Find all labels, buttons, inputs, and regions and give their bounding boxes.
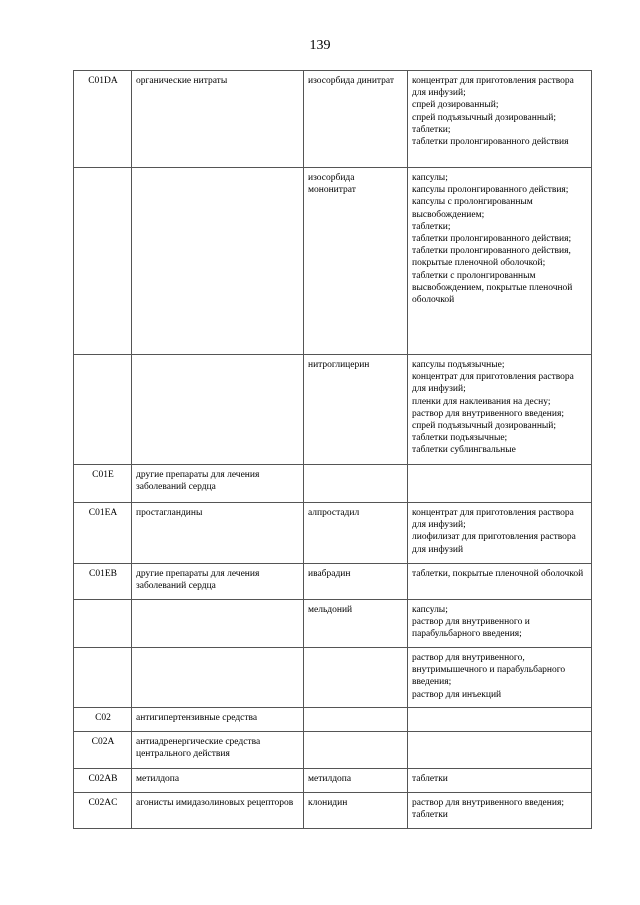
dosage-form: капсулы пролонгированного действия; [412,185,569,196]
group-name-cell: агонисты имидазолиновых рецепторов [132,793,304,829]
dosage-form: раствор для инъекций [412,689,502,700]
dosage-form: раствор для внутривенного и парабульбарного введения; [412,617,530,640]
group-name-cell [132,355,304,465]
drug-table [73,70,592,829]
group-name-cell: метилдопа [132,769,304,793]
atc-code-cell [74,168,132,355]
dosage-form: лиофилизат для приготовления раствора для инфузий [412,532,576,555]
dosage-forms-cell [408,168,592,355]
atc-code-cell: C02AC [74,793,132,829]
dosage-form: капсулы; [412,605,448,615]
dosage-form: таблетки пролонгированного действия [412,137,569,148]
drug-name-cell: мельдоний [304,600,408,648]
dosage-form: раствор для внутривенного, внутримышечного и парабульбарного введения; [412,653,566,688]
dosage-form: концентрат для приготовления раствора для инфузий; [412,372,574,395]
group-name-cell [132,168,304,355]
atc-code-cell: C01EB [74,564,132,600]
table-row [74,732,592,769]
table-row [74,600,592,648]
drug-name-cell: метилдопа [304,769,408,793]
atc-code-cell: C02 [74,708,132,732]
dosage-form: таблетки с пролонгированным высвобождением, покрытые пленочной оболочкой [412,270,573,306]
group-name-cell: антигипертензивные средства [132,708,304,732]
dosage-form: капсулы; [412,173,448,183]
drug-name-cell: изосорбида динитрат [304,71,408,168]
drug-name-cell: алпростадил [304,503,408,564]
table-row [74,564,592,600]
group-name-cell: антиадренергические средства центрального действия [132,732,304,769]
dosage-form: концентрат для приготовления раствора для инфузий; [412,508,574,531]
page-number: 139 [309,38,331,53]
dosage-form: таблетки [412,810,448,821]
atc-code-cell [74,600,132,648]
group-name-cell: органические нитраты [132,71,304,168]
table-row [74,71,592,168]
table-row [74,708,592,732]
drug-name-cell: ивабрадин [304,564,408,600]
atc-code-cell: C01EA [74,503,132,564]
atc-code-cell [74,355,132,465]
dosage-forms-cell [408,769,592,793]
dosage-form: спрей дозированный; [412,100,499,111]
dosage-form: раствор для внутривенного введения; [412,408,564,419]
drug-name-cell: клонидин [304,793,408,829]
dosage-form: капсулы подъязычные; [412,360,505,370]
dosage-forms-cell [408,793,592,829]
table-row [74,793,592,829]
dosage-forms-cell [408,732,592,769]
drug-name-cell: нитроглицерин [304,355,408,465]
dosage-forms-cell [408,708,592,732]
dosage-forms-cell [408,564,592,600]
table-row [74,168,592,355]
group-name-cell: другие препараты для лечения заболеваний сердца [132,564,304,600]
dosage-form: таблетки подъязычные; [412,433,508,444]
drug-name-cell [304,465,408,503]
atc-code-cell: C02AB [74,769,132,793]
dosage-form: таблетки пролонгированного действия, покрытые пленочной оболочкой; [412,246,571,269]
group-name-cell: другие препараты для лечения заболеваний сердца [132,465,304,503]
dosage-forms-cell [408,503,592,564]
table-row [74,503,592,564]
group-name-cell [132,648,304,708]
table-row [74,355,592,465]
dosage-form: пленки для наклеивания на десну; [412,396,551,407]
dosage-form: таблетки, покрытые пленочной оболочкой [412,569,584,579]
dosage-form: таблетки [412,774,448,784]
dosage-forms-cell [408,355,592,465]
dosage-forms-cell [408,648,592,708]
atc-code-cell: C02A [74,732,132,769]
dosage-form: спрей подъязычный дозированный; [412,421,557,432]
dosage-forms-cell [408,71,592,168]
dosage-form: таблетки пролонгированного действия; [412,234,572,245]
table-row [74,769,592,793]
drug-name-cell [304,732,408,769]
table-row [74,648,592,708]
dosage-form: концентрат для приготовления раствора для инфузий; [412,76,574,99]
dosage-form: таблетки; [412,124,451,135]
dosage-form: капсулы с пролонгированным высвобождением; [412,197,533,220]
table-row [74,465,592,503]
dosage-forms-cell [408,465,592,503]
dosage-form: раствор для внутривенного введения; [412,798,564,808]
drug-name-cell [304,708,408,732]
drug-name-cell: изосорбида мононитрат [304,168,408,355]
dosage-form: таблетки; [412,221,451,232]
dosage-form: спрей подъязычный дозированный; [412,112,557,123]
atc-code-cell [74,648,132,708]
drug-name-cell [304,648,408,708]
atc-code-cell: C01DA [74,71,132,168]
group-name-cell [132,600,304,648]
dosage-forms-cell [408,600,592,648]
dosage-form: таблетки сублингвальные [412,445,516,456]
group-name-cell: простагландины [132,503,304,564]
atc-code-cell: C01E [74,465,132,503]
